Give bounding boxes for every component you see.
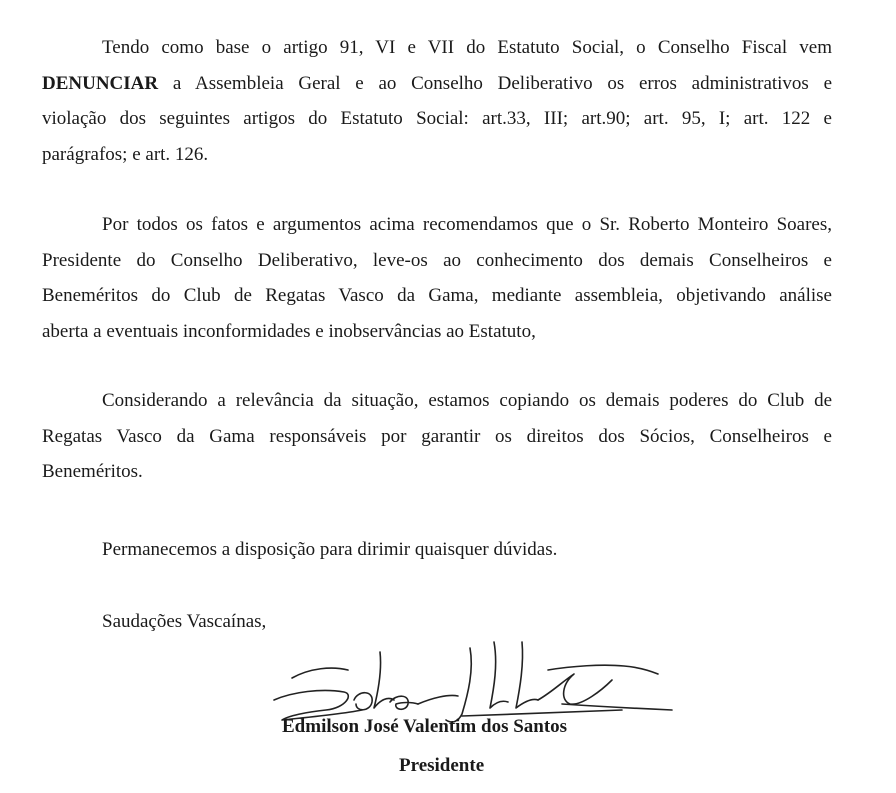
- text-line: Presidente do Conselho Deliberativo, leve-os ao conhecimento dos demais Conselheiros e: [42, 249, 832, 271]
- signatory-name: Edmilson José Valentim dos Santos: [282, 716, 568, 737]
- text-line: [42, 66, 832, 102]
- text-line: Beneméritos.: [42, 461, 143, 482]
- paragraph-recomendacao: [42, 207, 832, 349]
- text-line: Tendo como base o artigo 91, VI e VII do Estatuto Social, o Conselho Fiscal vem: [102, 37, 832, 58]
- denunciar-emphasis: DENUNCIAR: [42, 72, 159, 94]
- text-line: Beneméritos do Club de Regatas Vasco da Gama, mediante assembleia, objetivando análise: [42, 285, 832, 306]
- text-line: Regatas Vasco da Gama responsáveis por garantir os direitos dos Sócios, Conselheiros e: [42, 425, 832, 447]
- paragraph-disposicao: Permanecemos a disposição para dirimir quaisquer dúvidas.: [102, 539, 558, 560]
- text-line: violação dos seguintes artigos do Estatuto Social: art.33, III; art.90; art. 95, I; art. 122 e: [42, 108, 832, 129]
- text-line: Considerando a relevância da situação, estamos copiando os demais poderes do Club de: [102, 390, 832, 411]
- handwritten-signature: [262, 630, 682, 730]
- paragraph-denuncia: [42, 30, 832, 172]
- text-fragment: a Assembleia Geral e ao Conselho Deliberativo os erros administrativos e: [158, 72, 832, 94]
- signatory-title: Presidente: [399, 755, 485, 776]
- text-line: aberta a eventuais inconformidades e inobservâncias ao Estatuto,: [42, 320, 536, 342]
- closing-salutation: Saudações Vascaínas,: [102, 611, 267, 632]
- text-line: Por todos os fatos e argumentos acima recomendamos que o Sr. Roberto Monteiro Soares,: [102, 214, 832, 235]
- text-line: parágrafos; e art. 126.: [42, 143, 209, 165]
- paragraph-consideracao: [42, 383, 832, 490]
